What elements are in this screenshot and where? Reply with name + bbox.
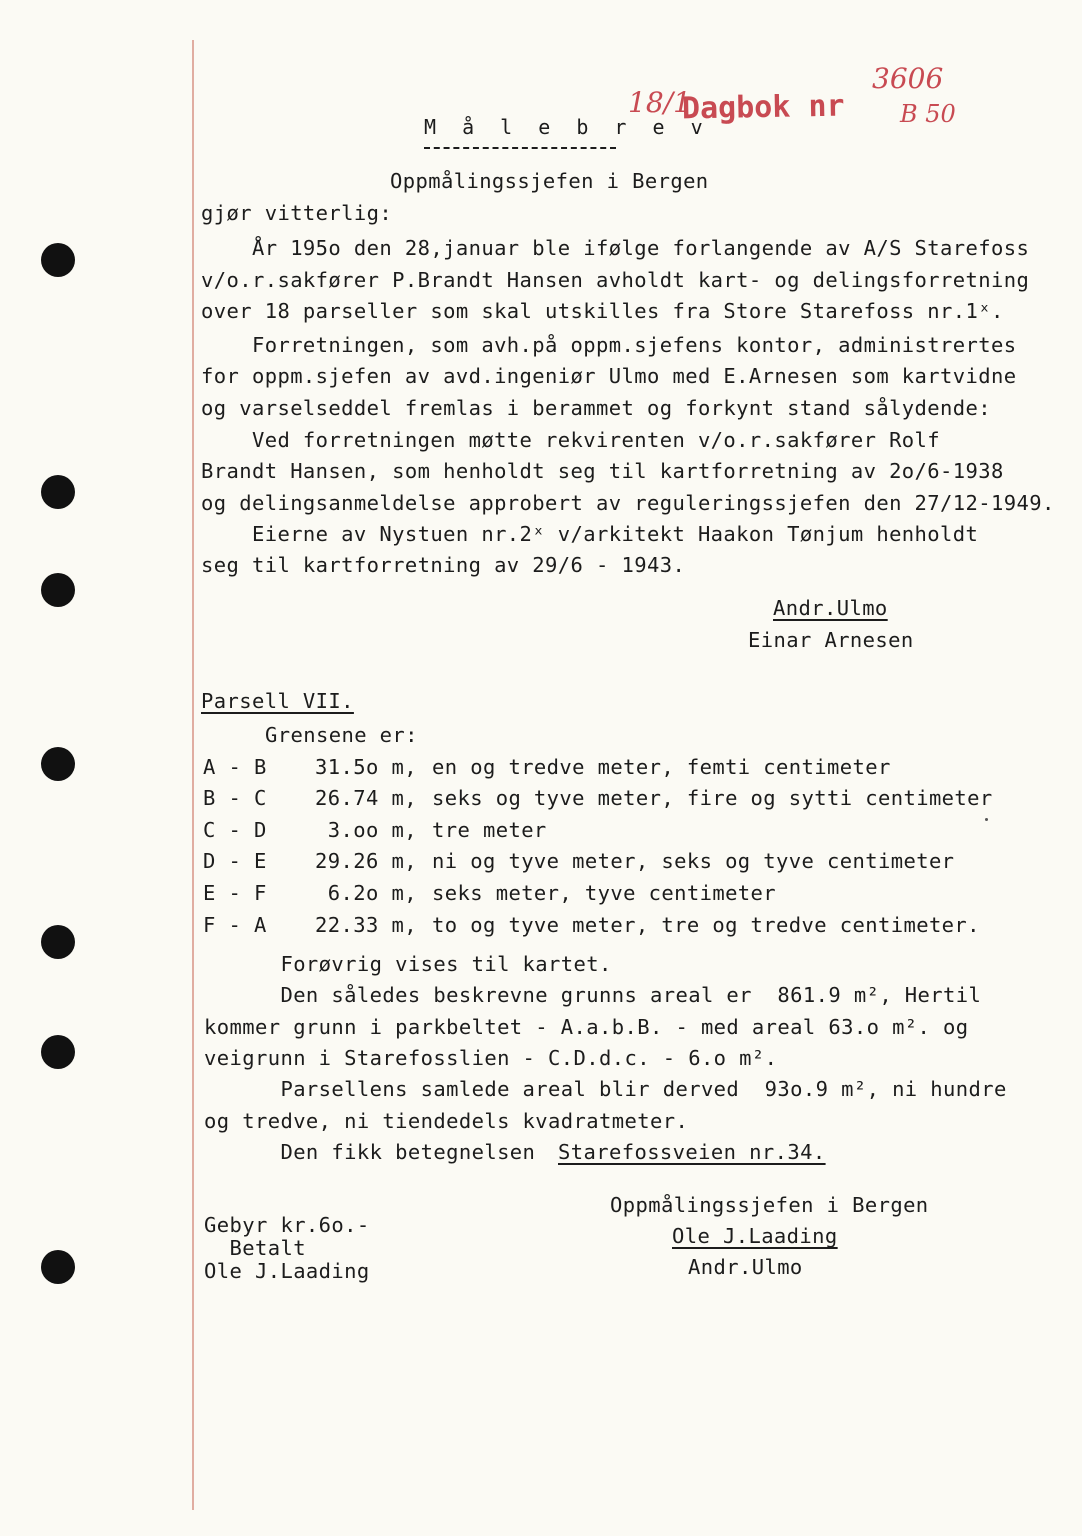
body-line: seg til kartforretning av 29/6 - 1943. [201, 553, 686, 577]
signature-cosigner: Andr.Ulmo [688, 1255, 803, 1279]
boundary-length: 6.2o m, [315, 881, 417, 905]
fee-paid: Betalt [204, 1236, 306, 1260]
punch-hole [41, 1250, 75, 1284]
witness-name: Einar Arnesen [748, 628, 914, 652]
boundaries-heading: Grensene er: [265, 723, 418, 747]
boundary-length: 22.33 m, [315, 913, 417, 937]
boundary-length: 29.26 m, [315, 849, 417, 873]
area-line: Parsellens samlede areal blir derved 93o.9 m², ni hundre [204, 1077, 1007, 1101]
body-line: Ved forretningen møtte rekvirenten v/o.r.sakfører Rolf [201, 428, 941, 452]
boundary-text: seks meter, tyve centimeter [432, 881, 777, 905]
stamp-year: B 50 [900, 100, 956, 128]
boundary-segment: A - B [203, 755, 267, 779]
boundary-length: 31.5o m, [315, 755, 417, 779]
body-line: og delingsanmeldelse approbert av reguleringssjefen den 27/12-1949. [201, 491, 1055, 515]
signature-name: Ole J.Laading [672, 1224, 838, 1248]
boundary-segment: F - A [203, 913, 267, 937]
body-line: over 18 parseller som skal utskilles fra Store Starefoss nr.1ˣ. [201, 299, 1004, 323]
body-line: Eierne av Nystuen nr.2ˣ v/arkitekt Haakon Tønjum henholdt [201, 522, 979, 546]
stamp-date: 18/1 [628, 86, 691, 119]
witness-signature: Andr.Ulmo [773, 596, 888, 620]
stamp-label: Dagbok nr [681, 88, 845, 127]
intro-line: gjør vitterlig: [201, 201, 393, 225]
boundary-text: tre meter [432, 818, 547, 842]
punch-hole [41, 573, 75, 607]
ink-speck [985, 818, 988, 821]
boundary-length: 26.74 m, [315, 786, 417, 810]
punch-hole [41, 1035, 75, 1069]
issuer-heading: Oppmålingssjefen i Bergen [390, 169, 709, 193]
body-line: Forretningen, som avh.på oppm.sjefens kontor, administrertes [201, 333, 1017, 357]
punch-hole [41, 747, 75, 781]
boundary-segment: C - D [203, 818, 267, 842]
title-underline [424, 147, 616, 149]
body-line: for oppm.sjefen av avd.ingeniør Ulmo med E.Arnesen som kartvidne [201, 364, 1017, 388]
address-designation: Starefossveien nr.34. [558, 1140, 826, 1164]
punch-hole [41, 475, 75, 509]
parcel-heading: Parsell VII. [201, 689, 354, 713]
area-line: Forøvrig vises til kartet. [204, 952, 612, 976]
boundary-segment: D - E [203, 849, 267, 873]
page-title: M å l e b r e v [424, 115, 710, 139]
area-line: Den fikk betegnelsen [204, 1140, 549, 1164]
signature-office: Oppmålingssjefen i Bergen [610, 1193, 929, 1217]
boundary-text: to og tyve meter, tre og tredve centimeter. [432, 913, 980, 937]
boundary-text: ni og tyve meter, seks og tyve centimeter [432, 849, 955, 873]
boundary-segment: B - C [203, 786, 267, 810]
body-line: v/o.r.sakfører P.Brandt Hansen avholdt kart- og delingsforretning [201, 268, 1030, 292]
area-line: kommer grunn i parkbeltet - A.a.b.B. - med areal 63.o m². og [204, 1015, 969, 1039]
area-line: Den således beskrevne grunns areal er 861.9 m², Hertil [204, 983, 982, 1007]
punch-hole [41, 925, 75, 959]
body-line: og varselseddel fremlas i berammet og forkynt stand sålydende: [201, 396, 992, 420]
fee-line: Gebyr kr.6o.- [204, 1213, 370, 1237]
area-line: veigrunn i Starefosslien - C.D.d.c. - 6.o m². [204, 1046, 778, 1070]
boundary-text: en og tredve meter, femti centimeter [432, 755, 891, 779]
stamp-number: 3606 [872, 62, 944, 95]
body-line: År 195o den 28,januar ble ifølge forlangende av A/S Starefoss [201, 236, 1030, 260]
boundary-text: seks og tyve meter, fire og sytti centimeter [432, 786, 993, 810]
area-line: og tredve, ni tiendedels kvadratmeter. [204, 1109, 689, 1133]
margin-line [192, 40, 194, 1510]
boundary-length: 3.oo m, [315, 818, 417, 842]
body-line: Brandt Hansen, som henholdt seg til kartforretning av 2o/6-1938 [201, 459, 1004, 483]
boundary-segment: E - F [203, 881, 267, 905]
fee-signature: Ole J.Laading [204, 1259, 370, 1283]
punch-hole [41, 243, 75, 277]
